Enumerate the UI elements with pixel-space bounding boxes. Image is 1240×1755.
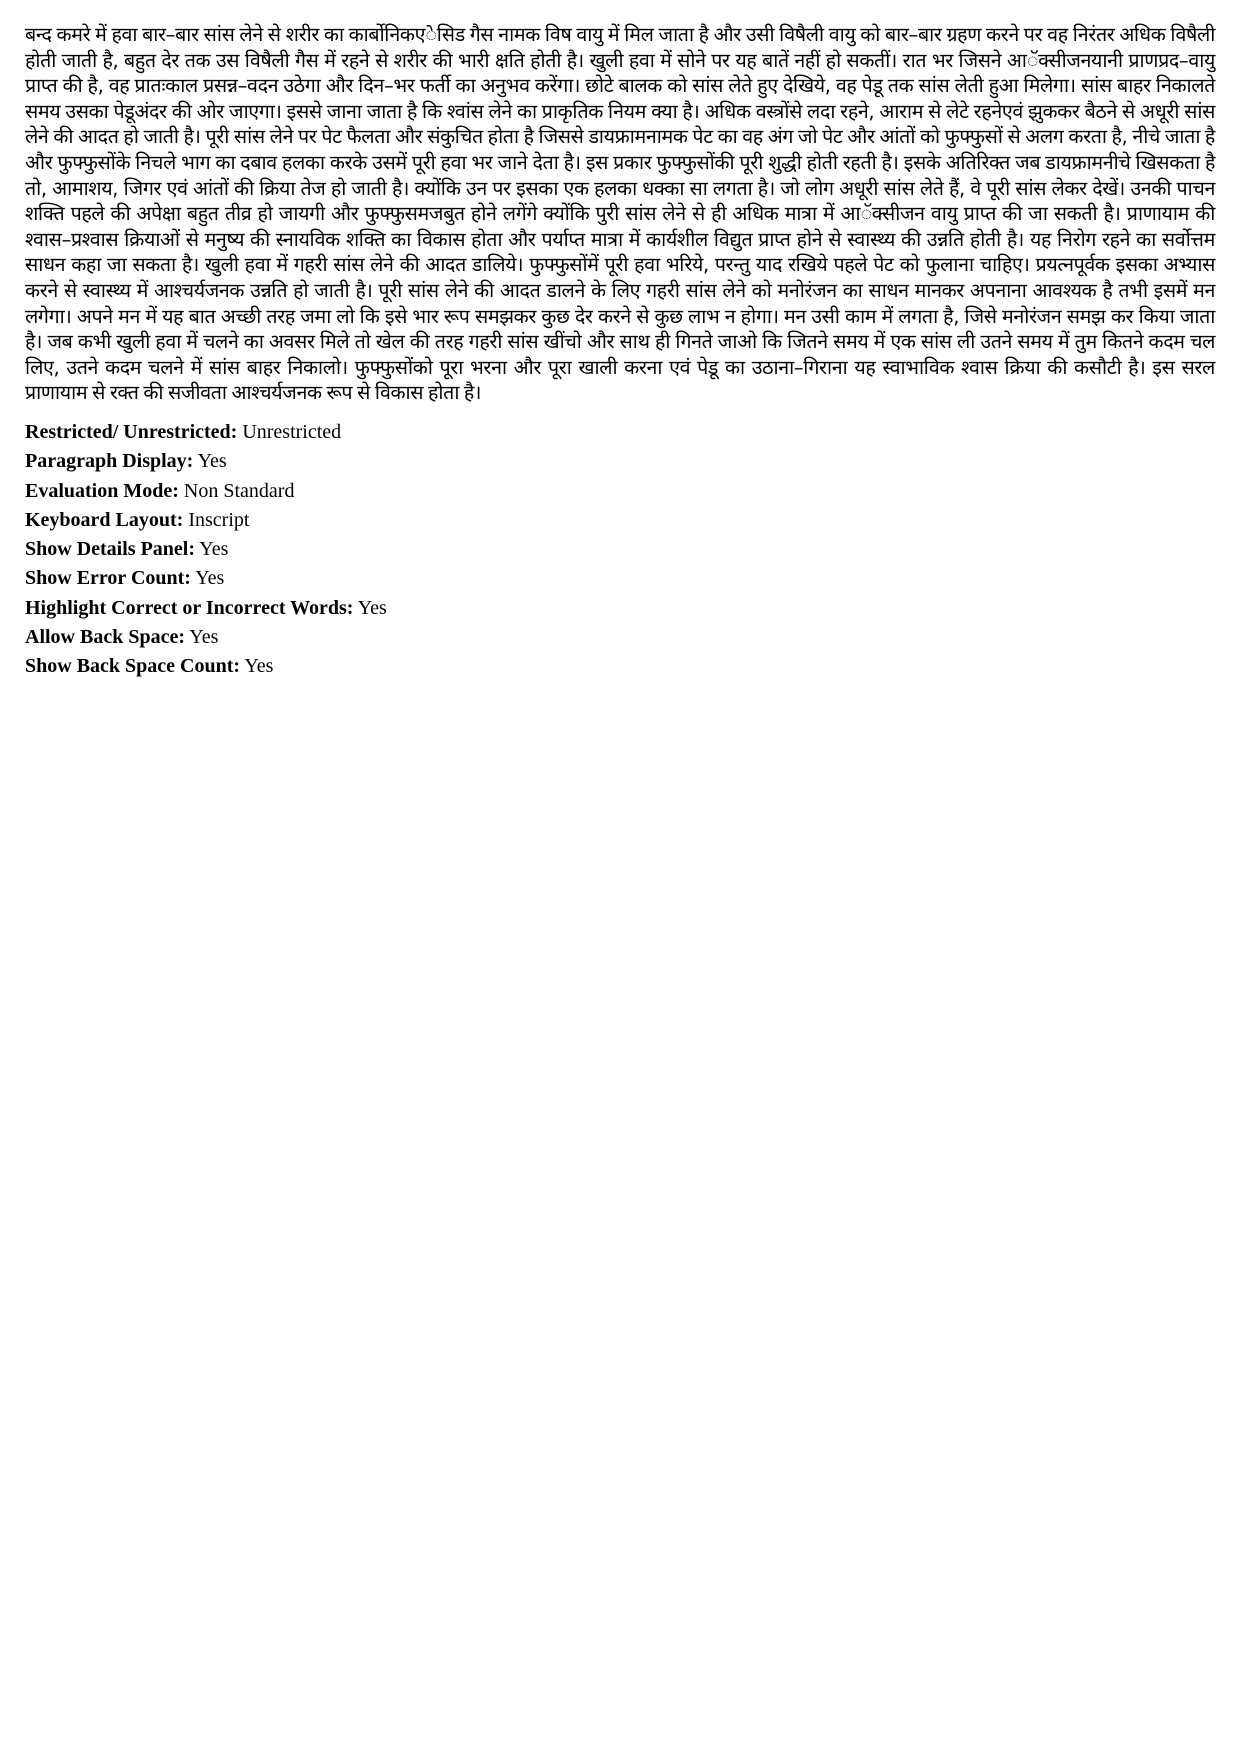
setting-show-details-panel	[25, 535, 1215, 564]
setting-keyboard-layout	[25, 506, 1215, 535]
setting-label: Show Back Space Count:	[25, 655, 241, 678]
setting-value: Yes	[189, 625, 219, 648]
test-settings-list	[25, 418, 1215, 682]
setting-label: Highlight Correct or Incorrect Words:	[25, 596, 354, 619]
setting-paragraph-display	[25, 447, 1215, 476]
setting-label: Restricted/ Unrestricted:	[25, 420, 238, 443]
setting-label: Show Error Count:	[25, 567, 191, 590]
setting-value: Yes	[357, 596, 387, 619]
setting-value: Inscript	[188, 508, 250, 531]
setting-value: Yes	[197, 450, 227, 473]
typing-passage: बन्द कमरे में हवा बार–बार सांस लेने से शरीर का कार्बोनिकएेसिड गैस नामक विष वायु में मिल जाता है और उसी विषैली वायु को बार–बार ग्रहण करने पर वह निरंतर अधिक विषैली होती जाती है, बहुत देर तक उस विषैली गैस में रहने से शरीर की भारी क्षति होती है। खुली हवा में सोने पर यह बातें नहीं हो सकतीं। रात भर जिसने आॅक्सीजनयानी प्राणप्रद–वायु प्राप्त की है, वह प्रातःकाल प्रसन्न–वदन उठेगा और दिन–भर फर्ती का अनुभव करेंगा। छोटे बालक को सांस लेते हुए देखिये, वह पेडू तक सांस लेती हुआ मिलेगा। सांस बाहर निकालते समय उसका पेडूअंदर की ओर जाएगा। इससे जाना जाता है कि श्वांस लेने का प्राकृतिक नियम क्या है। अधिक वस्त्रोंसे लदा रहने, आराम से लेटे रहनेएवं झुककर बैठने से अधूरी सांस लेने की आदत हो जाती है। पूरी सांस लेने पर पेट फैलता और संकुचित होता है जिससे डायफ्रामनामक पेट का वह अंग जो पेट और आंतों को फुफ्फुसों से अलग करता है, नीचे जाता है और फुफ्फुसोंके निचले भाग का दबाव हलका करके उसमें पूरी हवा भर जाने देता है। इस प्रकार फुफ्फुसोंकी पूरी शुद्धी होती रहती है। इसके अतिरिक्त जब डायफ्रामनीचे खिसकता है तो, आमाशय, जिगर एवं आंतों की क्रिया तेज हो जाती है। क्योंकि उन पर इसका एक हलका धक्का सा लगता है। जो लोग अधूरी सांस लेते हैं, वे पूरी सांस लेकर देखें। उनकी पाचन शक्ति पहले की अपेक्षा बहुत तीव्र हो जायगी और फुफ्फुसमजबुत होने लगेंगे क्योंकि पुरी सांस लेने से ही अधिक मात्रा में आॅक्सीजन वायु प्राप्त की जा सकती है। प्राणायाम की श्वास–प्रश्वास क्रियाओं से मनुष्य की स्नायविक शक्ति का विकास होता और पर्याप्त मात्रा में कार्यशील विद्युत प्राप्त होने से स्वास्थ्य की उन्नति होती है। यह निरोग रहने का सर्वोत्तम साधन कहा जा सकता है। खुली हवा में गहरी सांस लेने की आदत डालिये। फुफ्फुसोंमें पूरी हवा भरिये, परन्तु याद रखिये पहले पेट को फुलाना चाहिए। प्रयत्नपूर्वक इसका अभ्यास करने से स्वास्थ्य में आश्चर्यजनक उन्नति हो जाती है। पूरी सांस लेने की आदत डालने के लिए गहरी सांस लेने को मनोरंजन का साधन मानकर अपनाना आवश्यक है तभी इसमें मन लगेगा। अपने मन में यह बात अच्छी तरह जमा लो कि इसे भार रूप समझकर कुछ देर करने से कुछ लाभ न होगा। मन उसी काम में लगता है, जिसे मनोरंजन समझ कर किया जाता है। जब कभी खुली हवा में चलने का अवसर मिले तो खेल की तरह गहरी सांस खींचो और साथ ही गिनते जाओ कि जितने समय में एक सांस ली उतने समय में तुम कितने कदम चल लिए, उतने कदम चलने में सांस बाहर निकालो। फुफ्फुसोंको पूरा भरना और पूरा खाली करना एवं पेडू का उठाना–गिराना यह स्वाभाविक श्वास क्रिया की कसौटी है। इस सरल प्राणायाम से रक्त की सजीवता आश्चर्यजनक रूप से विकास होता है।	[25, 23, 1215, 405]
setting-value: Yes	[244, 655, 274, 678]
setting-restricted	[25, 418, 1215, 447]
setting-allow-back-space	[25, 623, 1215, 652]
setting-label: Keyboard Layout:	[25, 508, 184, 531]
setting-label: Paragraph Display:	[25, 450, 194, 473]
setting-show-back-space-count	[25, 652, 1215, 681]
setting-value: Unrestricted	[242, 420, 342, 443]
setting-label: Show Details Panel:	[25, 538, 195, 561]
setting-evaluation-mode	[25, 477, 1215, 506]
setting-value: Yes	[199, 538, 229, 561]
setting-show-error-count	[25, 564, 1215, 593]
document-page	[25, 22, 1215, 682]
setting-value: Non Standard	[183, 479, 295, 502]
setting-value: Yes	[195, 567, 225, 590]
setting-label: Allow Back Space:	[25, 625, 185, 648]
setting-label: Evaluation Mode:	[25, 479, 179, 502]
setting-highlight-words	[25, 594, 1215, 623]
